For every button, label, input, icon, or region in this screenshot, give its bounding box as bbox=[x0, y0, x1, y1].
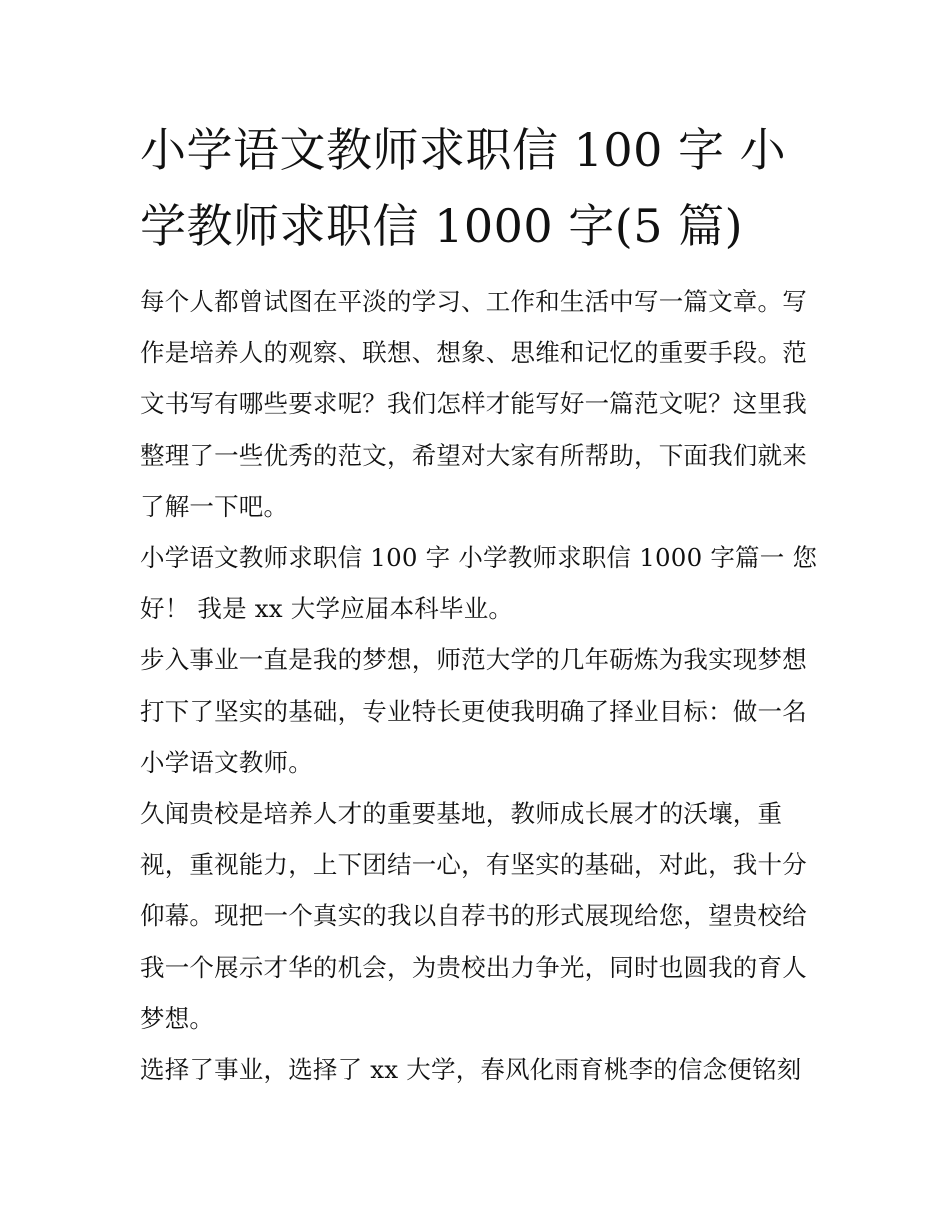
body-line: 选择了事业，选择了 xx 大学，春风化雨育桃李的信念便铭刻 bbox=[140, 1055, 802, 1085]
body-line: 步入事业一直是我的梦想，师范大学的几年砺炼为我实现梦想 bbox=[140, 645, 807, 675]
body-line: 文书写有哪些要求呢？我们怎样才能写好一篇范文呢？这里我 bbox=[140, 389, 807, 419]
body-line: 小学语文教师求职信 100 字 小学教师求职信 1000 字篇一 您 bbox=[140, 543, 818, 573]
document-body bbox=[140, 276, 820, 1095]
title-line: 学教师求职信 1000 字(5 篇) bbox=[140, 199, 744, 253]
body-line: 小学语文教师。 bbox=[140, 747, 313, 777]
body-line: 我一个展示才华的机会，为贵校出力争光，同时也圆我的育人 bbox=[140, 952, 807, 982]
body-line: 作是培养人的观察、联想、想象、思维和记忆的重要手段。范 bbox=[140, 338, 807, 368]
body-line: 久闻贵校是培养人才的重要基地，教师成长展才的沃壤，重 bbox=[140, 799, 783, 829]
body-line: 视，重视能力，上下团结一心，有坚实的基础，对此，我十分 bbox=[140, 850, 807, 880]
document-title bbox=[140, 112, 820, 264]
body-line: 了解一下吧。 bbox=[140, 491, 289, 521]
body-line: 每个人都曾试图在平淡的学习、工作和生活中写一篇文章。写 bbox=[140, 287, 807, 316]
body-line: 仰幕。现把一个真实的我以自荐书的形式展现给您，望贵校给 bbox=[140, 901, 807, 931]
body-line: 打下了坚实的基础，专业特长更使我明确了择业目标：做一名 bbox=[140, 696, 807, 726]
body-line: 好！ 我是 xx 大学应届本科毕业。 bbox=[140, 594, 514, 624]
body-line: 梦想。 bbox=[140, 1003, 215, 1033]
title-line: 小学语文教师求职信 100 字 小 bbox=[140, 123, 787, 177]
body-line: 整理了一些优秀的范文，希望对大家有所帮助，下面我们就来 bbox=[140, 440, 807, 470]
